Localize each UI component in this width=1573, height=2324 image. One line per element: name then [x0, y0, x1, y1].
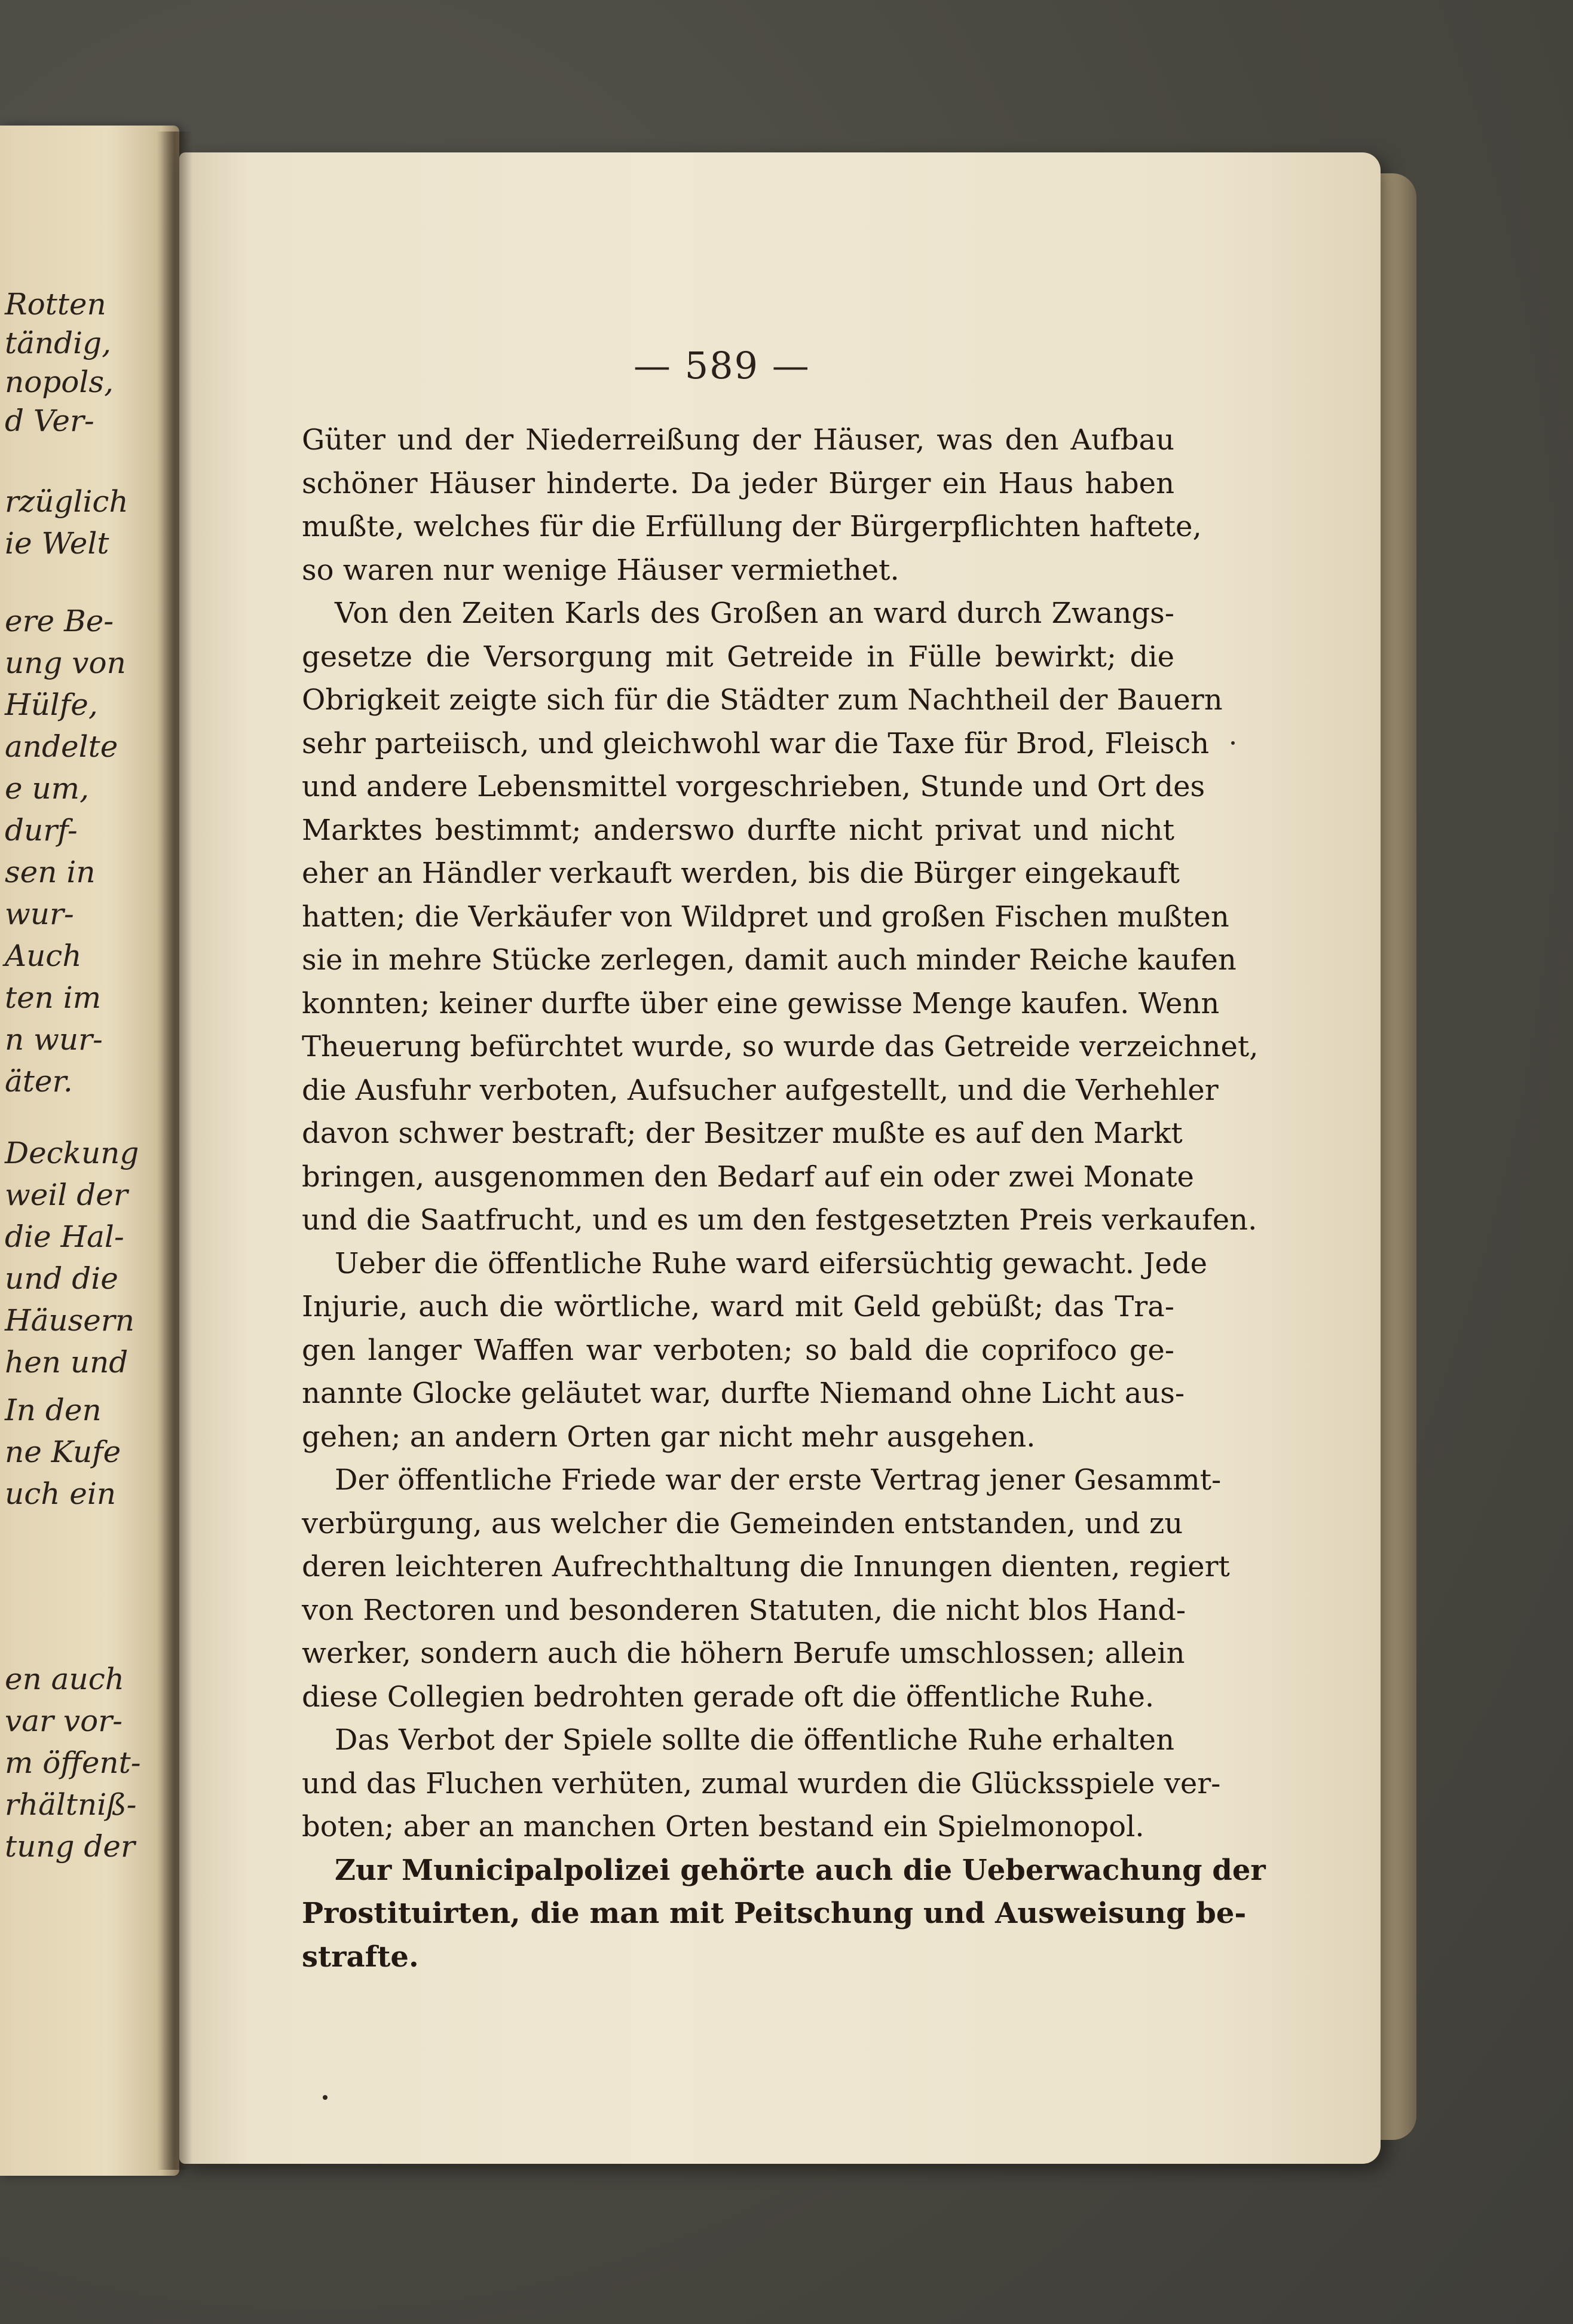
left-page-line: weil der — [5, 1178, 128, 1212]
text-line: gesetze die Versorgung mit Getreide in Fülle bewirkt; die — [302, 640, 1174, 674]
text-line: mußte, welches für die Erfüllung der Bürgerpflichten haftete, — [302, 510, 1202, 543]
text-line: eher an Händler verkauft werden, bis die Bürger eingekauft — [302, 857, 1180, 890]
book-gutter — [157, 132, 192, 2170]
text-line: sie in mehre Stücke zerlegen, damit auch minder Reiche kaufen — [302, 943, 1237, 977]
left-page-line: ie Welt — [5, 526, 109, 561]
text-line: die Ausfuhr verboten, Aufsucher aufgestellt, und die Verhehler — [302, 1074, 1219, 1107]
text-line: und andere Lebensmittel vorgeschrieben, Stunde und Ort des — [302, 770, 1205, 803]
ink-speck — [323, 2095, 328, 2100]
text-line: Güter und der Niederreißung der Häuser, was den Aufbau — [302, 423, 1174, 457]
left-page-line: ne Kufe — [5, 1435, 121, 1469]
left-page-line: sen in — [5, 855, 96, 889]
left-page-line: rhältniß- — [5, 1787, 137, 1822]
text-line: Das Verbot der Spiele sollte die öffentliche Ruhe erhalten — [335, 1723, 1174, 1757]
text-line: und die Saatfrucht, und es um den festgesetzten Preis verkaufen. — [302, 1203, 1257, 1237]
text-line: Marktes bestimmt; anderswo durfte nicht privat und nicht — [302, 814, 1174, 847]
text-line: sehr parteiisch, und gleichwohl war die Taxe für Brod, Fleisch — [302, 727, 1210, 760]
left-page-line: m öffent- — [5, 1745, 141, 1780]
text-line: Der öffentliche Friede war der erste Vertrag jener Gesammt- — [335, 1463, 1222, 1497]
text-line: davon schwer bestraft; der Besitzer mußte es auf den Markt — [302, 1117, 1183, 1150]
left-page-line: durf- — [5, 813, 78, 848]
left-page-line: d Ver- — [5, 403, 94, 438]
left-page-line: wur- — [5, 897, 74, 931]
left-page-line: Auch — [5, 938, 82, 973]
text-line: Obrigkeit zeigte sich für die Städter zum Nachtheil der Bauern — [302, 683, 1223, 717]
left-page-line: Rotten — [5, 287, 106, 322]
text-line: nannte Glocke geläutet war, durfte Niemand ohne Licht aus- — [302, 1377, 1185, 1410]
left-page-line: und die — [5, 1261, 118, 1296]
text-line: werker, sondern auch die höhern Berufe umschlossen; allein — [302, 1637, 1185, 1670]
text-line: von Rectoren und besonderen Statuten, die nicht blos Hand- — [302, 1594, 1186, 1627]
text-line: so waren nur wenige Häuser vermiethet. — [302, 554, 899, 587]
ink-speck — [1231, 741, 1235, 745]
left-page-line: e um, — [5, 771, 89, 806]
left-page-line: Häusern — [5, 1303, 134, 1338]
page-number: — 589 — — [634, 344, 810, 387]
text-line: deren leichteren Aufrechthaltung die Innungen dienten, regiert — [302, 1550, 1230, 1583]
left-page-line: ten im — [5, 980, 102, 1015]
text-line: gen langer Waffen war verboten; so bald die coprifoco ge- — [302, 1334, 1174, 1367]
text-line: strafte. — [302, 1940, 419, 1974]
left-page-line: Deckung — [5, 1136, 139, 1170]
left-page-line: die Hal- — [5, 1219, 124, 1254]
text-line: Theuerung befürchtet wurde, so wurde das Getreide verzeichnet, — [302, 1030, 1259, 1063]
left-page-line: hen und — [5, 1345, 128, 1380]
left-page-line: In den — [5, 1393, 102, 1427]
left-facing-page — [0, 126, 179, 2176]
text-line: Von den Zeiten Karls des Großen an ward durch Zwangs- — [335, 597, 1174, 630]
text-line: Prostituirten, die man mit Peitschung und Ausweisung be- — [302, 1897, 1247, 1930]
text-line: Injurie, auch die wörtliche, ward mit Geld gebüßt; das Tra- — [302, 1290, 1174, 1323]
text-line: verbürgung, aus welcher die Gemeinden entstanden, und zu — [302, 1507, 1183, 1540]
text-line: boten; aber an manchen Orten bestand ein Spielmonopol. — [302, 1810, 1144, 1843]
left-page-line: tung der — [5, 1829, 135, 1864]
text-line: Zur Municipalpolizei gehörte auch die Ueberwachung der — [335, 1854, 1266, 1887]
left-page-line: n wur- — [5, 1022, 103, 1057]
left-page-line: en auch — [5, 1662, 124, 1696]
text-line: gehen; an andern Orten gar nicht mehr ausgehen. — [302, 1420, 1036, 1454]
left-page-line: nopols, — [5, 365, 114, 399]
left-page-line: äter. — [5, 1064, 73, 1099]
left-page-line: andelte — [5, 729, 118, 764]
text-line: hatten; die Verkäufer von Wildpret und großen Fischen mußten — [302, 900, 1229, 934]
left-page-line: var vor- — [5, 1704, 123, 1738]
left-page-line: rzüglich — [5, 484, 128, 519]
left-page-line: uch ein — [5, 1476, 117, 1511]
left-page-line: tändig, — [5, 326, 112, 360]
text-line: bringen, ausgenommen den Bedarf auf ein oder zwei Monate — [302, 1160, 1194, 1194]
left-page-line: Hülfe, — [5, 687, 98, 722]
text-line: diese Collegien bedrohten gerade oft die öffentliche Ruhe. — [302, 1680, 1155, 1714]
left-page-line: ung von — [5, 646, 126, 680]
text-line: schöner Häuser hinderte. Da jeder Bürger ein Haus haben — [302, 467, 1174, 500]
text-line: und das Fluchen verhüten, zumal wurden die Glücksspiele ver- — [302, 1767, 1221, 1800]
text-line: Ueber die öffentliche Ruhe ward eifersüchtig gewacht. Jede — [335, 1247, 1208, 1280]
text-line: konnten; keiner durfte über eine gewisse Menge kaufen. Wenn — [302, 987, 1220, 1020]
left-page-line: ere Be- — [5, 604, 114, 638]
